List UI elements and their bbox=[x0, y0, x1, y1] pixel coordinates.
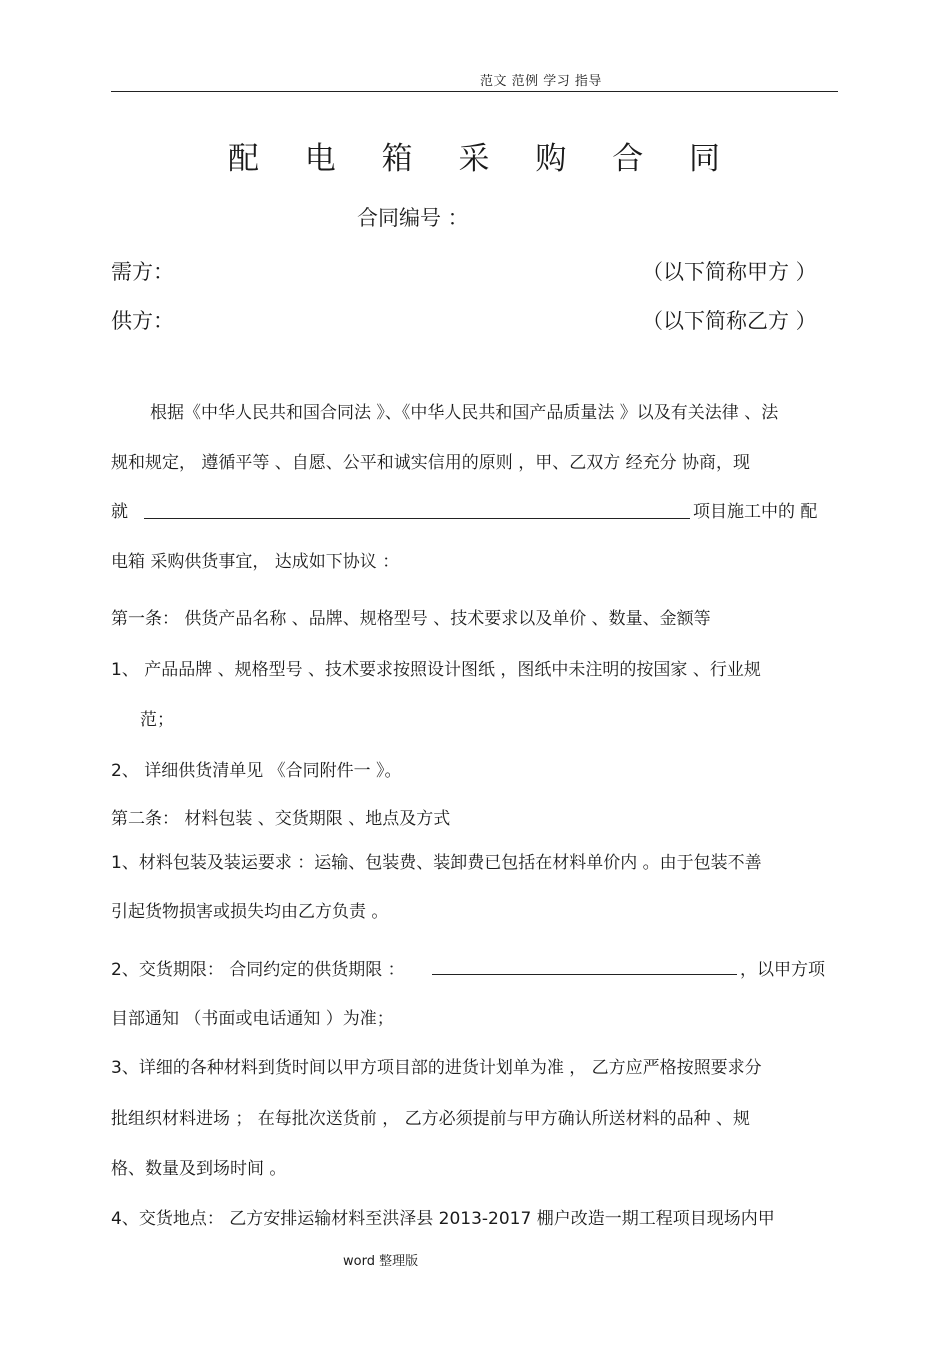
article-2-heading: 第二条： 材料包装 、交货期限 、地点及方式 bbox=[111, 809, 451, 829]
intro-line-2: 规和规定， 遵循平等 、自愿、公平和诚实信用的原则 ，甲、乙双方 经充分 协商，现 bbox=[111, 453, 751, 473]
intro-line-3-end: 项目施工中的 配 bbox=[693, 502, 818, 522]
article-2-item-4: 4、交货地点： 乙方安排运输材料至洪泽县 2013-2017 棚户改造一期工程项目现场内甲 bbox=[111, 1209, 775, 1229]
article-2-item-2-start: 2、交货期限： 合同约定的供货期限 ： bbox=[111, 960, 405, 980]
buyer-label: 需方： bbox=[111, 260, 174, 284]
article-1-item-1-cont: 范； bbox=[140, 710, 174, 730]
document-title: 配 电 箱 采 购 合 同 bbox=[227, 141, 739, 177]
article-2-item-3: 3、详细的各种材料到货时间以甲方项目部的进货计划单为准 ， 乙方应严格按照要求分 bbox=[111, 1058, 762, 1078]
delivery-period-blank bbox=[432, 974, 737, 975]
article-1-item-1: 1、 产品品牌 、规格型号 、技术要求按照设计图纸 ，图纸中未注明的按国家 、行业规 bbox=[111, 660, 761, 680]
page-footer: word 整理版 bbox=[343, 1254, 419, 1269]
supplier-note: （以下简称乙方 ） bbox=[642, 309, 817, 333]
page-header: 范文 范例 学习 指导 bbox=[480, 74, 602, 89]
article-2-item-2-cont: 目部通知 （书面或电话通知 ）为准； bbox=[111, 1009, 394, 1029]
article-1-heading: 第一条： 供货产品名称 、品牌、规格型号 、技术要求以及单价 、数量、金额等 bbox=[111, 609, 711, 629]
article-2-item-3-cont-1: 批组织材料进场 ； 在每批次送货前 ， 乙方必须提前与甲方确认所送材料的品种 、规 bbox=[111, 1109, 751, 1129]
article-2-item-1: 1、材料包装及装运要求 ：运输、包装费、装卸费已包括在材料单价内 。由于包装不善 bbox=[111, 853, 762, 873]
article-2-item-2-end: ，以甲方项 bbox=[740, 960, 825, 980]
header-divider bbox=[111, 91, 838, 92]
intro-line-1: 根据《中华人民共和国合同法 》、《中华人民共和国产品质量法 》以及有关法律 、法 bbox=[150, 403, 779, 423]
project-name-blank bbox=[144, 518, 690, 519]
contract-number-label: 合同编号 ： bbox=[357, 206, 469, 230]
article-2-item-3-cont-2: 格、数量及到场时间 。 bbox=[111, 1159, 287, 1179]
article-1-item-2: 2、 详细供货清单见 《合同附件一 》。 bbox=[111, 761, 402, 781]
intro-line-4: 电箱 采购供货事宜， 达成如下协议 ： bbox=[111, 552, 400, 572]
intro-line-3-start: 就 bbox=[111, 502, 128, 522]
buyer-note: （以下简称甲方 ） bbox=[642, 260, 817, 284]
supplier-label: 供方： bbox=[111, 309, 174, 333]
article-2-item-1-cont: 引起货物损害或损失均由乙方负责 。 bbox=[111, 902, 389, 922]
